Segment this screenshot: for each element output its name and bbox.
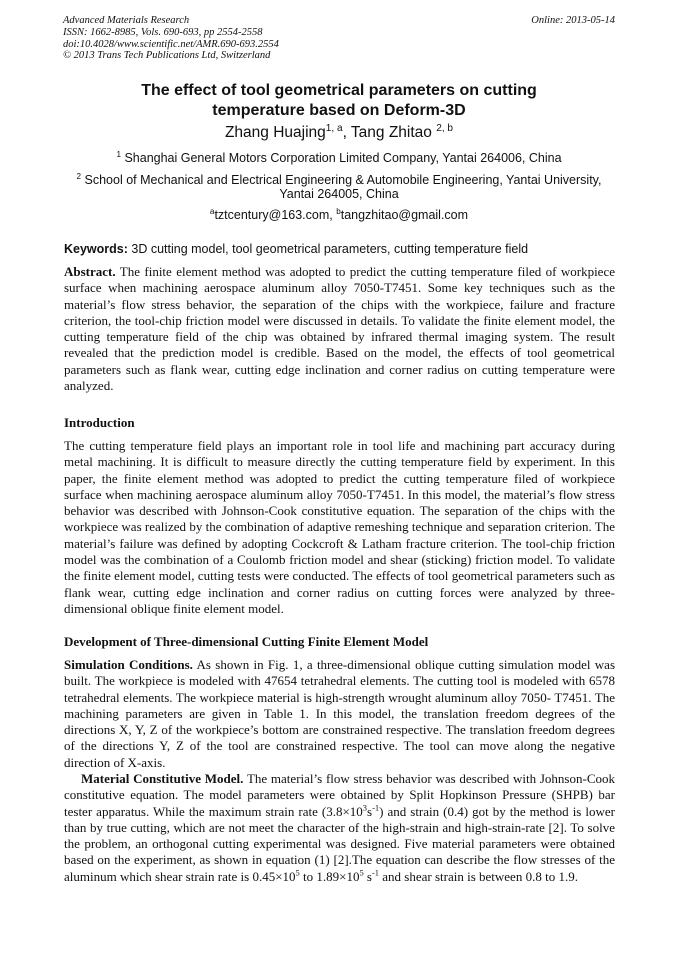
mat-text: and shear strain is between 0.8 to 1.9. (379, 868, 578, 884)
abstract (64, 264, 615, 394)
mat-text: to 1.89×10 (299, 868, 360, 884)
author: Zhang Huajing (224, 124, 326, 141)
sim-text: As shown in Fig. 1, a three-dimensional oblique cutting simulation model was built. The workpiece is modeled with 47654 tetrahedral elements. The cutting tool is modeled with 6578 tetrahedral elements. The workpiece material is high-strength wrought aluminum alloy 7050- T7451. The machining parameters are given in Table 1. In this model, the translation freedom degrees of the directions X, Y, Z of the workpiece’s bottom are constrained respective. The translation freedom degrees of the directions Y, Z of the tool are constrained respective. The tool can move along the negative direction of X-axis. (64, 657, 615, 770)
abstract-text: The finite element method was adopted to predict the cutting temperature filed of workpiece surface when machining aerospace aluminum alloy 7050-T7451. Some key techniques such as the material’s flow stress behavior, the separation of the chips with the workpiece, failure and fracture criterion, the tool-chip friction model were discussed in details. To validate the finite element model, the cutting temperature field of the chip was obtained by infrared thermal imaging system. The result revealed that the prediction model is credible. Based on the model, the effects of tool geometrical parameters such as flank wear, cutting edge inclination and corner radius on cutting temperature were analyzed. (64, 264, 615, 394)
email-sup: a (209, 206, 215, 216)
doi: doi:10.4028/www.scientific.net/AMR.690-693.2554 (63, 38, 279, 50)
authors (40, 124, 638, 142)
author-sup: 2, b (436, 122, 454, 134)
section-heading: Introduction (64, 415, 135, 430)
simulation-paragraph (64, 657, 615, 771)
emails (40, 207, 638, 223)
sep: , (342, 124, 351, 141)
title-line: temperature based on Deform-3D (212, 102, 466, 119)
copyright: © 2013 Trans Tech Publications Ltd, Switzerland (63, 50, 271, 62)
abstract-label: Abstract. (64, 264, 116, 279)
mat-text: s (363, 868, 372, 884)
mat-text: ) and strain (0.4) got by the method is lower than by true cutting, which are not meet the character of the high-strain and high-strain-rate [2]. To solve the problem, an orthogonal cutting experimental was designed. Five material parameters were obtained based on the experiment, as shown in equation (1) [2].The equation can describe the flow stresses of the aluminum which shear strain rate is 0.45×10 (64, 803, 615, 884)
online-date: Online: 2013-05-14 (531, 15, 615, 26)
sim-label: Simulation Conditions. (64, 657, 193, 672)
journal-header (63, 15, 279, 62)
sup: 5 (295, 867, 300, 878)
affiliation-2 (40, 173, 638, 201)
aff-sup: 1 (116, 149, 121, 159)
issn: ISSN: 1662-8985, Vols. 690-693, pp 2554-2558 (63, 26, 263, 38)
title-line: The effect of tool geometrical parameters on cutting (141, 82, 537, 99)
keywords-text: 3D cutting model, tool geometrical parameters, cutting temperature field (127, 242, 529, 256)
author: Tang Zhitao (350, 124, 437, 141)
section-heading: Development of Three-dimensional Cutting Finite Element Model (64, 634, 429, 649)
sup: -1 (372, 802, 380, 813)
intro-text: The cutting temperature field plays an important role in tool life and machining part accuracy during metal machining. It is difficult to measure directly the cutting temperature field by experiment. In this paper, the finite element method was adopted to predict the cutting temperature filed of workpiece surface when machining aerospace aluminum alloy 7050-T7451. In this model, the material’s flow stress behavior was described with Johnson-Cook constitutive equation. The separation of the chips with the workpiece was realized by the combination of adaptive remeshing technique and separation criterion. The material’s failure was defined by adopting Cockcroft & Latham fracture criterion. The tool-chip friction model was the combination of a Coulomb friction model and shear (sticking) friction model. To validate the finite element model, cutting tests were conducted. The effects of tool geometrical parameters such as flank wear, cutting edge inclination and corner radius on cutting forces were analyzed by three-dimensional oblique finite element model. (64, 438, 615, 616)
sup: 3 (362, 802, 368, 813)
affiliation-1 (40, 150, 638, 166)
mat-label: Material Constitutive Model. (81, 771, 244, 786)
mat-text: s (367, 803, 373, 819)
aff-text: School of Mechanical and Electrical Engineering & Automobile Engineering, Yantai University, (81, 173, 602, 187)
aff-text: Yantai 264005, China (279, 187, 399, 201)
aff-text: Shanghai General Motors Corporation Limited Company, Yantai 264006, China (120, 151, 562, 165)
paper-title (40, 81, 638, 121)
material-paragraph (64, 771, 615, 885)
email-sup: b (336, 206, 341, 216)
intro-paragraph (64, 438, 615, 617)
email: tztcentury@163.com, (214, 208, 337, 222)
aff-sup: 2 (76, 171, 82, 181)
keywords-label: Keywords: (64, 242, 128, 256)
sup: 5 (359, 867, 364, 878)
sup: -1 (371, 867, 380, 878)
journal-name: Advanced Materials Research (63, 15, 190, 26)
author-sup: 1, a (325, 122, 343, 134)
keywords (64, 242, 528, 256)
email: tangzhitao@gmail.com (340, 208, 469, 222)
mat-text: The material’s flow stress behavior was described with Johnson-Cook constitutive equation. The model parameters were obtained by Split Hopkinson Pressure (SHPB) bar tester apparatus. While the maximum strain rate (3.8×10 (64, 771, 615, 819)
